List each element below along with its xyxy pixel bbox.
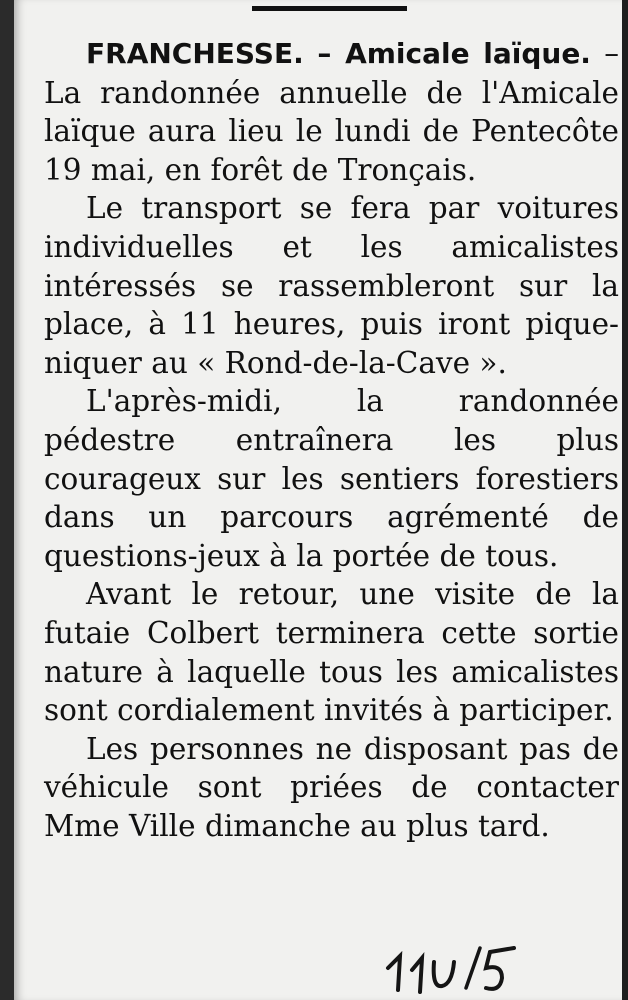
article-kicker: FRANCHESSE. – Amicale laïque. — [86, 37, 591, 70]
article-paragraph-1 — [44, 34, 619, 189]
article-paragraph-1-text: – La randonnée annuelle de l'Amicale laïque aura lieu le lundi de Pentecôte 19 mai, en forêt de Tronçais. — [44, 36, 619, 187]
handwritten-date-annotation — [382, 938, 522, 998]
newspaper-clipping — [14, 0, 624, 1000]
article-paragraph-5: Les personnes ne disposant pas de véhicule sont priées de contacter Mme Ville dimanche au plus tard. — [44, 731, 619, 843]
article-paragraph-4: Avant le retour, une visite de la futaie Colbert terminera cette sortie nature à laquelle tous les amicalistes sont cordialement invités à participer. — [44, 577, 619, 728]
page-edge — [622, 0, 628, 1000]
article-body — [44, 34, 619, 845]
article-paragraph-2: Le transport se fera par voitures individuelles et les amicalistes intéressés se rassembleront sur la place, à 11 heures, puis iront pique-niquer au « Rond-de-la-Cave ». — [44, 191, 619, 380]
article-paragraph-3: L'après-midi, la randonnée pédestre entraînera les plus courageux sur les sentiers forestiers dans un parcours agrémenté de questions-jeux à la portée de tous. — [44, 384, 619, 573]
top-rule — [252, 6, 407, 11]
